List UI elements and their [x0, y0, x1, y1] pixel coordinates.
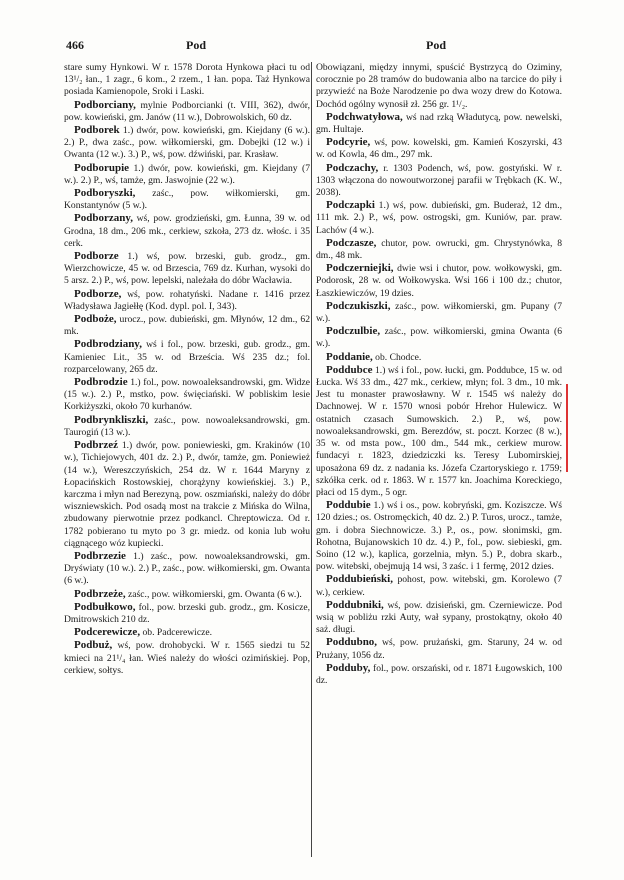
running-head-right: Pod — [426, 38, 447, 52]
dictionary-entry — [64, 250, 310, 288]
entry-text: 1.) dwór, pow. poniewieski, gm. Krakinów (10 w.), Tichiejowych, 401 dz. 2.) P., dwór, tamże, gm. Poniewież (14 w.), Wereszczyńskich, 254 dz. W r. 1644 Maryny z Łopacińskich Rostowskiej, chorążyny kowieńskiej. 3.) P., karczma i młyn nad Berezyną, pow. oszmiański, należy do dóbr wiszniewskich. Pod osadą most na trakcie z Mińska do Wilna, zbudowany pierwotnie przez podkancl. Chreptowicza. Od r. 1782 pobierano tu myto po 3 gr. miedz. od konia lub wołu ciągnącego wóz kupiecki. — [64, 440, 310, 549]
entry-text: 1.) wś i os., pow. kobryński, gm. Koziszcze. Wś 120 dzies.; os. Ostromęckich, 40 dz. 2.) P. Turos, urocz., tamże, gm. i dobra Siechnowicze. 3.) P., os., pow. słonimski, gm. Rohotna, Bujanowskich 10 dz. 4.) P., fol., pow. siebieski, gm. Soino (12 w.), kaplica, gorzelnia, młyn. 5.) P., dobra skarb., pow. witebski, obejmują 14 wsi, 3 zaśc. i 1 fermę, 2012 dzies. — [316, 500, 562, 573]
entry-text: mylnie Podborcianki (t. VIII, 362), dwór, pow. kowieński, gm. Janów (11 w.), Dobrowolskich, 60 dz. — [64, 99, 310, 123]
entry-headword: Podbuż, — [74, 639, 113, 652]
entry-text: 1.) wś, pow. brzeski, gub. grodz., gm. Wierzchowicze, 45 w. od Brzescia, 769 dz. Kurhan, wysoki do 5 arsz. 2.) P., wś, pow. lepelski, należała do dóbr Wacławia. — [64, 251, 310, 287]
dictionary-entry — [64, 588, 310, 601]
dictionary-entry — [64, 550, 310, 588]
entry-headword: Podborze — [74, 250, 119, 263]
dictionary-entry — [316, 199, 562, 237]
dictionary-entry — [64, 212, 310, 250]
entry-text: fol., pow. brzeski gub. grodz., gm. Kosicze, Dmitrowskich 210 dz. — [64, 601, 310, 625]
entry-text: wś i fol., pow. brzeski, gub. grodz., gm. Kamieniec Lit., 35 w. od Brześcia. Wś 235 dz.; fol. rozparcelowany, 265 dz. — [64, 339, 310, 375]
entry-headword: Podczerniejki, — [326, 262, 394, 275]
entry-headword: Podcyrie, — [326, 136, 371, 149]
dictionary-entry — [316, 136, 562, 161]
entry-text: 1.) fol., pow. nowoaleksandrowski, gm. Widze (15 w.). 2.) P., mstko, pow. święciański. W pobliskim lesie Korkiżyszki, około 70 kurhanów. — [64, 377, 310, 413]
entry-text: 1.) wś i fol., pow. łucki, gm. Poddubce, 15 w. od Łucka. Wś 33 dm., 427 mk., cerkiew, młyn; fol. 3 dm., 10 mk. Jest tu monaster prawosławny. W r. 1545 wś należy do Dachnowej. W r. 1570 wnosi pobór Hrehor Hulewicz. W ostatnich czasach Sumowskich. 2.) P., wś, pow. nowoaleksandrowski, gm. Berezdów, st. poczt. Korzec (8 w.), 35 w. od msta pow., 100 dm., 544 mk., cerkiew murow. fundacyi r. 1823, dziedziczki ks. Teresy Lubomirskiej, uposażona 69 dz. z nadania ks. Józefa Czartoryskiego r. 1759; szkółka cerk. od r. 1863. W r. 1577 kn. Joachima Koreckiego, płaci od 15 dym., 5 ogr. — [316, 364, 562, 498]
dictionary-entry — [316, 62, 562, 111]
entry-text: chutor, pow. owrucki, gm. Chrystynówka, 8 dm., 48 mk. — [316, 237, 562, 262]
entry-headword: Podboże, — [74, 313, 117, 326]
dictionary-entry — [64, 338, 310, 376]
dictionary-entry — [316, 364, 562, 499]
entry-headword: Podczasze, — [326, 236, 377, 249]
entry-text: pohost, pow. witebski, gm. Korolewo (7 w.), cerkiew. — [316, 574, 562, 598]
entry-text: ob. Padcerewicze. — [142, 627, 213, 639]
entry-text: wś nad rzką Władutycą, pow. newelski, gm. Hultaje. — [316, 111, 562, 136]
dictionary-entry — [316, 351, 562, 364]
entry-text: wś, pow. drohobycki. W r. 1565 siedzi tu 52 kmieci na 21¹/₄ łan. Wieś należy do włości ozimińskiej. Pop, cerkiew, sołtys. — [64, 640, 310, 676]
entry-headword: Podborzany, — [74, 212, 133, 225]
dictionary-entry — [316, 636, 562, 661]
entry-text: dwie wsi i chutor, pow. wołkowyski, gm. Podorosk, 28 w. od Wołkowyska. Wsi 166 i 100 dz.; chutor, Łaszkiewiczów, 19 dzies. — [316, 263, 562, 299]
dictionary-entry — [316, 262, 562, 300]
entry-text: Obowiązani, między innymi, spuścić Bystrzycą do Oziminy, corocznie po 28 tramów do budowania albo na tarcice do piły i przywieźć na Boże Narodzenie po dwa wozy drew do Kotowa. Dochód ogólny wynosił zł. 256 gr. 1¹/₂. — [316, 62, 562, 110]
entry-text: urocz., pow. dubieński, gm. Młynów, 12 dm., 62 mk. — [64, 314, 310, 338]
dictionary-entry — [316, 599, 562, 637]
dictionary-entry — [64, 187, 310, 212]
entry-headword: Podbrynkliszki, — [74, 413, 149, 426]
dictionary-entry — [64, 626, 310, 639]
entry-headword: Podcerewicze, — [74, 626, 141, 639]
entry-text: 1.) dwór, pow. kowieński, gm. Kiejdany (6 w.). 2.) P., dwa zaśc., pow. wiłkomierski, gm. Dobejki (12 w.) i Owanta (12 w.). 3.) P., wś, pow. dźwiński, par. Krasław. — [64, 125, 310, 161]
entry-headword: Poddubniki, — [326, 598, 384, 611]
entry-text: stare sumy Hynkowi. W r. 1578 Dorota Hynkowa płaci tu od 13¹/₂ łan., 1 zagr., 6 kom., 2 rzem., 1 łan. popa. Taż Hynkowa posiada Kamienopole, Sroki i Laski. — [64, 62, 310, 98]
entry-headword: Podczachy, — [326, 161, 379, 174]
right-column — [316, 62, 562, 872]
margin-highlight-mark — [566, 384, 568, 472]
entry-text: wś, pow. kowelski, gm. Kamień Koszyrski, 43 w. od Kowla, 46 dm., 297 mk. — [316, 137, 562, 161]
column-divider — [311, 62, 312, 857]
entry-headword: Podczulbie, — [326, 325, 381, 338]
entry-text: ob. Chodce. — [375, 351, 422, 363]
dictionary-entry — [64, 99, 310, 124]
dictionary-entry — [316, 111, 562, 136]
entry-headword: Podczukiszki, — [326, 299, 391, 312]
entry-headword: Podbrzeź — [74, 439, 118, 452]
entry-headword: Poddubno, — [326, 636, 378, 649]
entry-text: 1.) dwór, pow. kowieński, gm. Kiejdany (7 w.). 2.) P., wś, tamże, gm. Jaswojnie (22 w.). — [64, 162, 310, 186]
entry-text: wś, pow. rohatyński. Nadane r. 1416 przez Władysława Jagiełłę (Kod. dypl. pol. I, 343). — [64, 288, 310, 312]
entry-text: 1.) wś, pow. dubieński, gm. Buderaż, 12 dm., 111 mk. 2.) P., wś, pow. ostrogski, gm. Kuniów, par. praw. Lachów (4 w.). — [316, 200, 562, 236]
entry-text: zaśc., pow. wiłkomierski, gm. Konstantynów (5 w.). — [64, 188, 310, 212]
entry-headword: Poddubie — [326, 499, 371, 512]
entry-text: zaśc., pow. wiłkomierski, gmina Owanta (6 w.). — [316, 326, 562, 350]
dictionary-entry — [316, 325, 562, 350]
dictionary-entry — [64, 124, 310, 162]
dictionary-entry — [64, 439, 310, 550]
page-header — [66, 38, 568, 56]
entry-text: zaśc., pow. wiłkomierski, gm. Pupany (7 w.). — [316, 300, 562, 325]
dictionary-entry — [64, 639, 310, 677]
entry-text: zaśc., pow. nowoaleksandrowski, gm. Taurogiń (13 w.). — [64, 414, 310, 438]
entry-headword: Poddubieński, — [326, 573, 393, 586]
entry-headword: Poddanie, — [326, 350, 373, 363]
entry-headword: Podborze, — [74, 287, 122, 300]
dictionary-entry — [64, 62, 310, 99]
entry-headword: Podduby, — [326, 661, 371, 674]
dictionary-entry — [64, 288, 310, 313]
left-column — [64, 62, 310, 872]
dictionary-entry — [64, 313, 310, 338]
dictionary-entry — [316, 573, 562, 598]
dictionary-entry — [316, 662, 562, 687]
dictionary-entry — [316, 300, 562, 325]
entry-text: wś, pow. dzisieński, gm. Czerniewicze. Pod wsią w pobliżu rzki Auty, wał sypany, prostokątny, około 40 saż. długi. — [316, 599, 562, 636]
page-number: 466 — [66, 38, 84, 52]
dictionary-entry — [64, 414, 310, 439]
entry-text: fol., pow. orszański, od r. 1871 Ługowskich, 100 dz. — [316, 662, 562, 686]
entry-text: 1.) zaśc., pow. nowoaleksandrowski, gm. Dryświaty (10 w.). 2.) P., zaśc., pow. wiłkomierski, gm. Owanta (6 w.). — [64, 550, 310, 587]
entry-headword: Poddubce — [326, 363, 373, 376]
entry-headword: Podborupie — [74, 161, 130, 174]
dictionary-entry — [316, 237, 562, 262]
dictionary-entry — [316, 499, 562, 573]
dictionary-entry — [64, 601, 310, 626]
dictionary-entry — [316, 162, 562, 200]
entry-headword: Podborek — [74, 124, 120, 137]
entry-headword: Podczapki — [326, 199, 375, 212]
entry-headword: Podbrodzie — [74, 376, 128, 389]
dictionary-entry — [64, 376, 310, 414]
entry-headword: Podbrodziany, — [74, 338, 142, 351]
dictionary-entry — [64, 162, 310, 187]
entry-headword: Podchwatyłowa, — [326, 110, 403, 123]
entry-headword: Podboryszki, — [74, 187, 136, 200]
entry-text: r. 1303 Podench, wś, pow. gostyński. W r. 1303 włączona do nowoutworzonej parafii w Trębkach (K. W., 2038). — [316, 162, 562, 199]
entry-headword: Podbrzezie — [74, 549, 126, 562]
entry-headword: Podbułkowo, — [74, 600, 136, 613]
entry-text: wś, pow. grodzieński, gm. Łunna, 39 w. od Grodna, 18 dm., 206 mk., cerkiew, szkoła, 273 dz. włośc. i 35 cerk. — [64, 213, 310, 249]
entry-headword: Podbrzeże, — [74, 587, 126, 600]
running-head-left: Pod — [186, 38, 207, 52]
entry-text: zaśc., pow. wiłkomierski, gm. Owanta (6 w.). — [128, 588, 302, 600]
entry-headword: Podborciany, — [74, 98, 136, 111]
entry-text: wś, pow. prużański, gm. Staruny, 24 w. od Prużany, 1056 dz. — [316, 637, 562, 661]
